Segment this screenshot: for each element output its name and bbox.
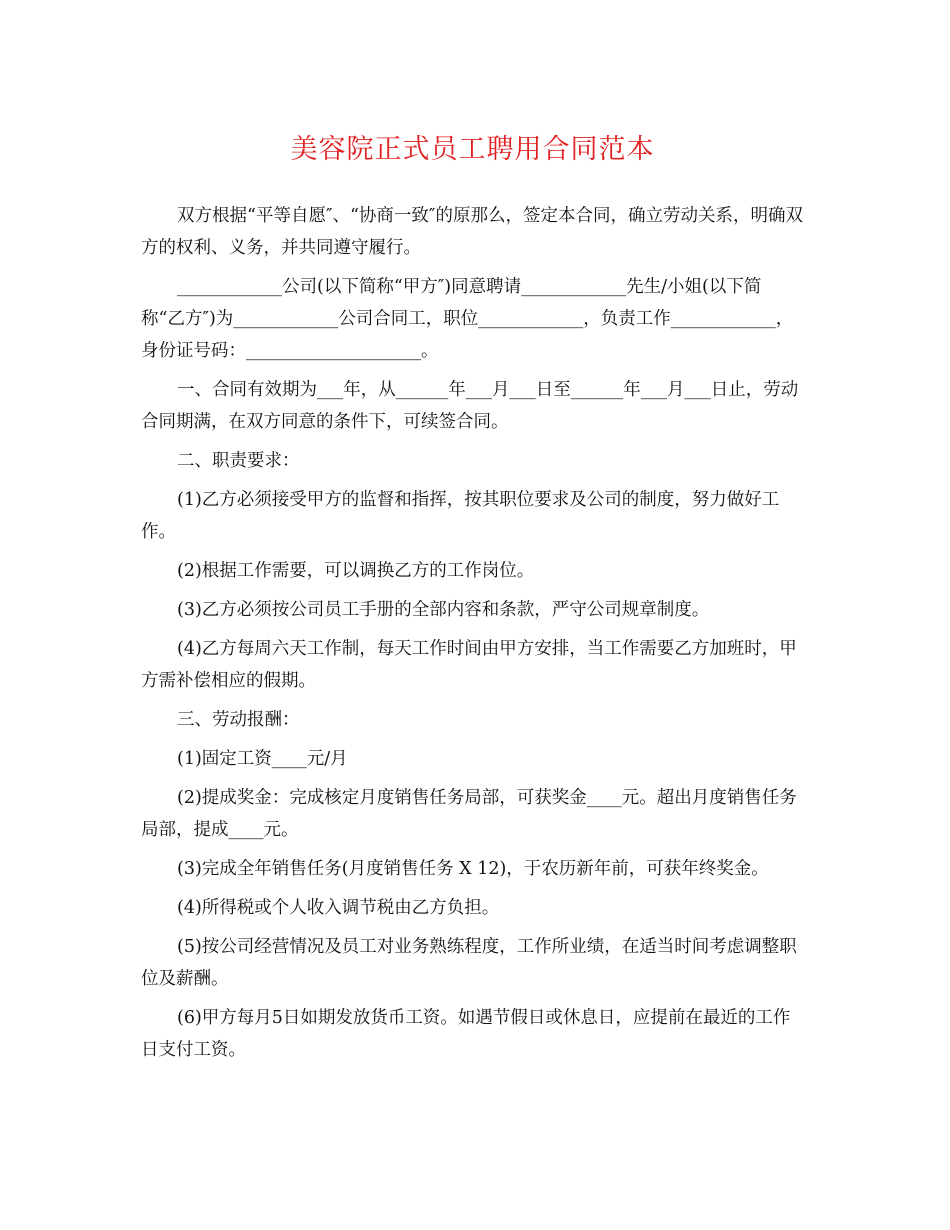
pay-item-5: (5)按公司经营情况及员工对业务熟练程度，工作所业绩，在适当时间考虑调整职位及薪酬。: [141, 937, 797, 989]
pay-item-6: (6)甲方每月5日如期发放货币工资。如遇节假日或休息日，应提前在最近的工作日支付工资。: [141, 1008, 791, 1060]
contract-term-paragraph: 一、合同有效期为___年，从______年___月___日至______年___月___日止，劳动合同期满，在双方同意的条件下，可续签合同。: [141, 380, 799, 432]
pay-item-3: (3)完成全年销售任务(月度销售任务 X 12)，于农历新年前，可获年终奖金。: [177, 859, 769, 879]
section-heading-duties: 二、职责要求：: [177, 451, 300, 471]
pay-item-2: (2)提成奖金：完成核定月度销售任务局部，可获奖金____元。超出月度销售任务局部，提成____元。: [141, 788, 797, 840]
duty-item-3: (3)乙方必须按公司员工手册的全部内容和条款，严守公司规章制度。: [177, 600, 710, 620]
document-body: [141, 200, 804, 1066]
duty-item-4: (4)乙方每周六天工作制，每天工作时间由甲方安排，当工作需要乙方加班时，甲方需补偿相应的假期。: [141, 639, 797, 691]
duty-item-2: (2)根据工作需要，可以调换乙方的工作岗位。: [177, 561, 535, 581]
parties-paragraph: ____________公司(以下简称“甲方″)同意聘请____________先生/小姐(以下简称“乙方″)为____________公司合同工，职位____________，负责工作____________，身份证号码：____________________。: [141, 277, 794, 361]
pay-item-1: (1)固定工资____元/月: [177, 749, 348, 769]
duty-item-1: (1)乙方必须接受甲方的监督和指挥，按其职位要求及公司的制度，努力做好工作。: [141, 490, 780, 542]
document-title: 美容院正式员工聘用合同范本: [290, 134, 655, 165]
section-heading-pay: 三、劳动报酬：: [177, 710, 300, 730]
pay-item-4: (4)所得税或个人收入调节税由乙方负担。: [177, 898, 500, 918]
intro-paragraph: 双方根据“平等自愿″、“协商一致″的原那么，签定本合同，确立劳动关系，明确双方的权利、义务，并共同遵守履行。: [141, 206, 803, 258]
